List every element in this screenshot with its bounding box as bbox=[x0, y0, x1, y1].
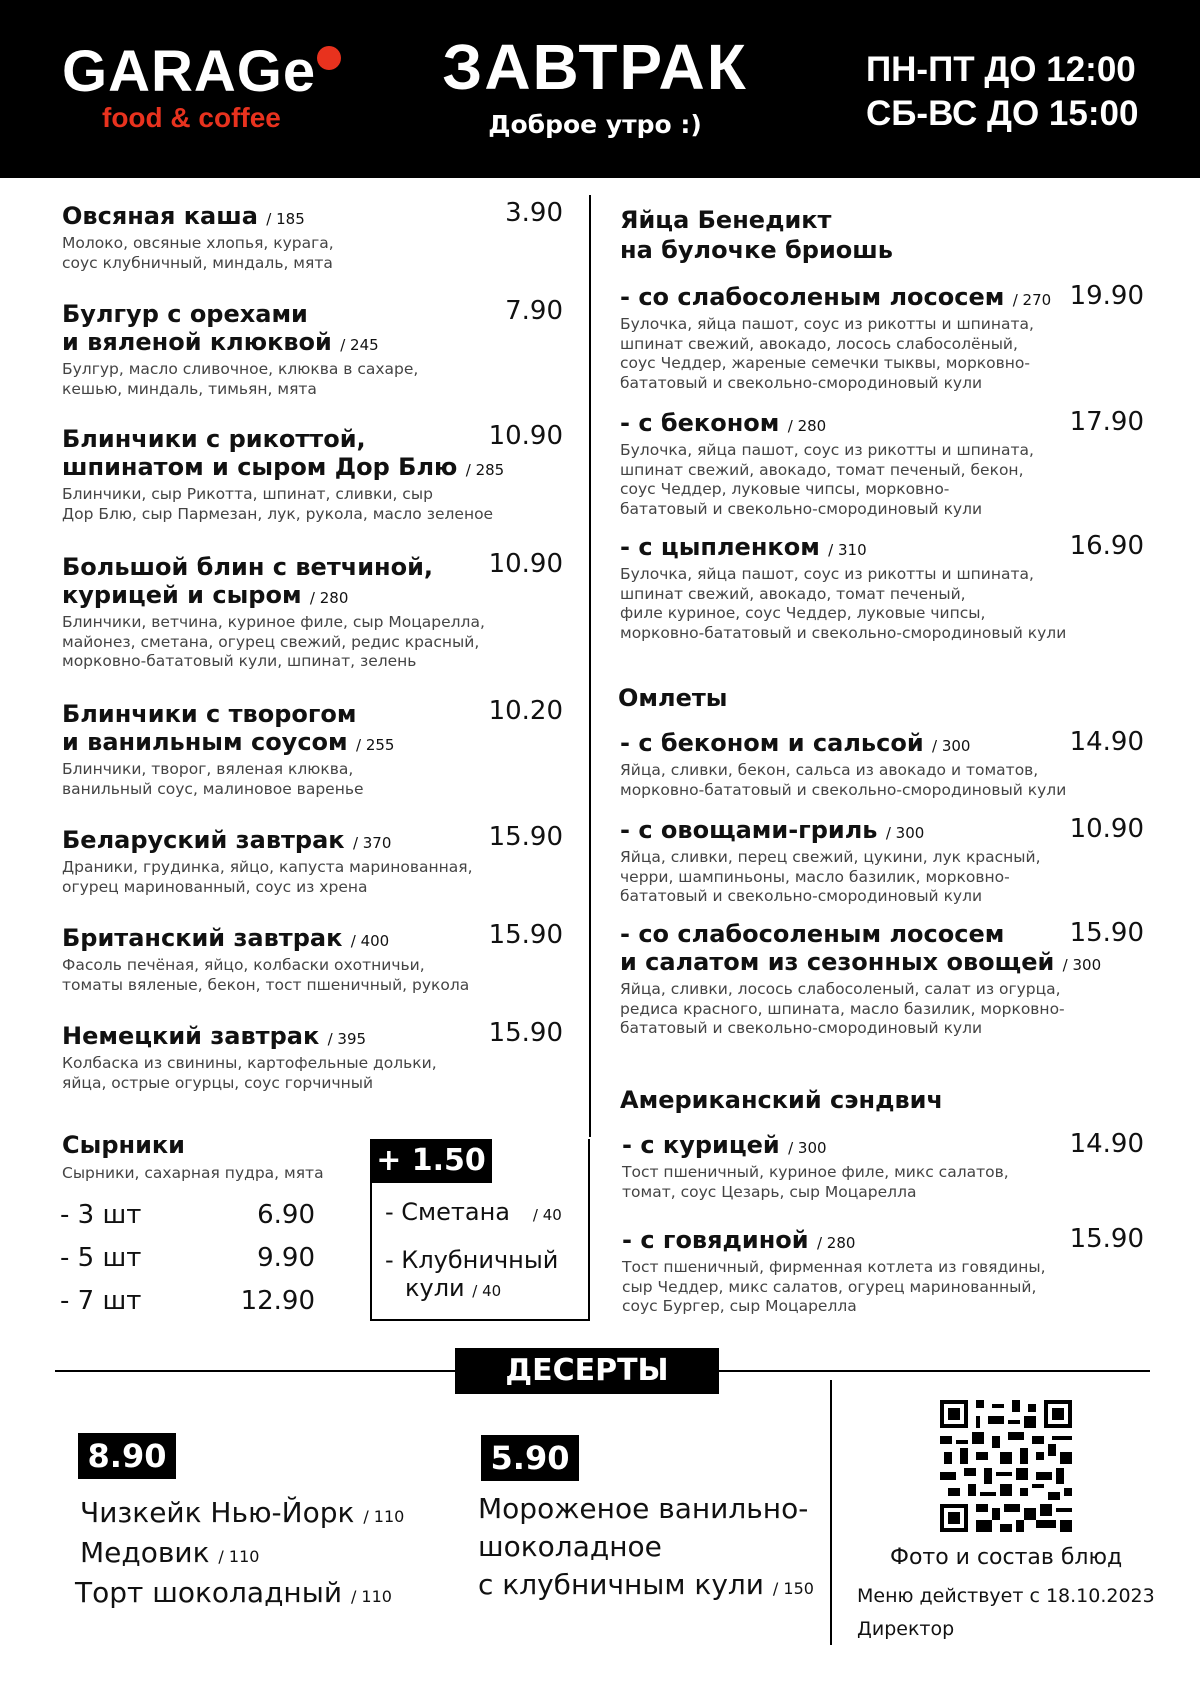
menu-item-name-text: - с говядиной bbox=[622, 1226, 809, 1254]
menu-item-description-line: морковно-бататовый кули, шпинат, зелень bbox=[62, 652, 417, 670]
menu-item-description-line: Тост пшеничный, фирменная котлета из говядины, bbox=[622, 1258, 1046, 1276]
logo-dot-icon bbox=[317, 46, 341, 70]
menu-item-name bbox=[62, 553, 485, 612]
menu-item-description-line: бататовый и свекольно-смородиновый кули bbox=[620, 1019, 983, 1037]
menu-item-name-text: Немецкий завтрак bbox=[62, 1022, 320, 1050]
menu-item-description-line: кешью, миндаль, тимьян, мята bbox=[62, 379, 317, 398]
header bbox=[0, 0, 1200, 178]
menu-item-name bbox=[62, 826, 473, 857]
menu-item-weight: / 270 bbox=[1012, 291, 1052, 309]
menu-item-name bbox=[62, 1022, 437, 1053]
menu-item-weight: / 370 bbox=[352, 834, 392, 852]
menu-item bbox=[62, 553, 485, 672]
menu-item-name-line bbox=[62, 553, 485, 581]
menu-item-description-line: томат, соус Цезарь, сыр Моцарелла bbox=[622, 1182, 917, 1201]
menu-item-description-line: огурец маринованный, соус из хрена bbox=[62, 877, 368, 896]
menu-item-weight: / 300 bbox=[885, 824, 925, 842]
menu-item-name-line bbox=[62, 826, 473, 857]
menu-item-description bbox=[620, 315, 1051, 393]
menu-item-name-line bbox=[620, 816, 1041, 847]
menu-item-description-line: морковно-бататовый и свекольно-смородиновый кули bbox=[620, 780, 1067, 799]
menu-item-price: 17.90 bbox=[1069, 407, 1144, 437]
menu-item-price: 14.90 bbox=[1069, 1129, 1144, 1159]
footer-divider bbox=[830, 1380, 832, 1645]
menu-item-name bbox=[62, 425, 504, 484]
syrniki-price: 6.90 bbox=[257, 1200, 315, 1230]
addon-price: + 1.50 bbox=[370, 1139, 492, 1183]
menu-item-description bbox=[622, 1163, 1009, 1202]
dessert-price-1: 8.90 bbox=[78, 1433, 176, 1479]
menu-item-description-line: Блинчики, ветчина, куриное филе, сыр Моцарелла, bbox=[62, 613, 485, 631]
menu-item-description-line: Булгур, масло сливочное, клюква в сахаре, bbox=[62, 360, 419, 378]
menu-item-description-line: Яйца, сливки, бекон, сальса из авокадо и томатов, bbox=[620, 761, 1039, 779]
menu-item-name bbox=[62, 202, 334, 233]
menu-item-description bbox=[622, 1258, 1046, 1317]
menu-item-name-text: Овсяная каша bbox=[62, 202, 258, 230]
dessert-icecream: Мороженое ванильно- шоколадное с клубничным кули / 150 bbox=[478, 1492, 814, 1601]
page-subtitle: Доброе утро :) bbox=[488, 110, 702, 139]
menu-item-price: 10.90 bbox=[488, 421, 563, 451]
hours-weekdays: ПН-ПТ ДО 12:00 bbox=[866, 50, 1136, 89]
addon-item-sour-cream: - Сметана / 40 bbox=[385, 1198, 562, 1226]
menu-item-price: 19.90 bbox=[1069, 281, 1144, 311]
menu-item-price: 15.90 bbox=[488, 920, 563, 950]
menu-item-description-line: майонез, сметана, огурец свежий, редис красный, bbox=[62, 632, 480, 651]
menu-item-name bbox=[622, 1131, 1009, 1162]
menu-item bbox=[620, 816, 1041, 907]
menu-item-name bbox=[620, 816, 1041, 847]
menu-item-price: 10.90 bbox=[1069, 814, 1144, 844]
dessert-price-2: 5.90 bbox=[481, 1435, 579, 1481]
menu-item bbox=[62, 826, 473, 897]
menu-item-price: 15.90 bbox=[488, 822, 563, 852]
menu-item bbox=[620, 283, 1051, 393]
menu-item-description-line: Драники, грудинка, яйцо, капуста маринованная, bbox=[62, 858, 473, 876]
menu-item-description bbox=[62, 360, 418, 399]
menu-item-name-text: курицей и сыром bbox=[62, 581, 302, 609]
menu-item-description-line: бататовый и свекольно-смородиновый кули bbox=[620, 373, 983, 392]
menu-item-name bbox=[620, 409, 1034, 440]
menu-item-description-line: шпинат свежий, авокадо, лосось слабосолёный, bbox=[620, 334, 1018, 353]
syrniki-price: 12.90 bbox=[240, 1286, 315, 1316]
menu-item-name-line bbox=[62, 924, 469, 955]
menu-item-name-line bbox=[620, 729, 1066, 760]
menu-item-description-line: ванильный соус, малиновое варенье bbox=[62, 779, 364, 798]
menu-item-name bbox=[622, 1226, 1046, 1257]
menu-item-name-text: Булгур с орехами bbox=[62, 300, 308, 328]
menu-item-description bbox=[620, 761, 1066, 800]
desserts-title: ДЕСЕРТЫ bbox=[455, 1348, 719, 1394]
menu-item-name bbox=[62, 700, 394, 759]
menu-item-description-line: томаты вяленые, бекон, тост пшеничный, рукола bbox=[62, 975, 470, 994]
menu-item-description-line: соус Чеддер, луковые чипсы, морковно- bbox=[620, 480, 950, 498]
sandwich-title: Американский сэндвич bbox=[620, 1086, 943, 1114]
menu-item-description bbox=[62, 485, 504, 524]
menu-item-price: 15.90 bbox=[1069, 918, 1144, 948]
menu-item-weight: / 300 bbox=[1062, 956, 1102, 974]
dessert-item-weight: / 110 bbox=[350, 1587, 392, 1606]
menu-item-description bbox=[62, 613, 485, 672]
menu-item-description-line: редиса красного, шпината, масло базилик, морковно- bbox=[620, 999, 1065, 1018]
syrniki-qty: - 5 шт bbox=[60, 1243, 142, 1273]
menu-item-name-text: - с курицей bbox=[622, 1131, 780, 1159]
menu-item-price: 10.20 bbox=[488, 696, 563, 726]
menu-item-weight: / 255 bbox=[356, 736, 395, 754]
menu-item-description-line: морковно-бататовый и свекольно-смородиновый кули bbox=[620, 623, 1067, 642]
menu-item-name bbox=[620, 729, 1066, 760]
qr-code-icon[interactable] bbox=[940, 1400, 1072, 1532]
addon-item-strawberry-coulis: - Клубничный кули / 40 bbox=[385, 1246, 559, 1302]
menu-item-name bbox=[620, 283, 1051, 314]
column-divider bbox=[589, 195, 591, 1137]
page-title: ЗАВТРАК bbox=[442, 31, 748, 103]
menu-item-name-line bbox=[62, 700, 394, 728]
menu-item-weight: / 285 bbox=[465, 461, 505, 479]
menu-item-description bbox=[62, 858, 473, 897]
syrniki-qty: - 3 шт bbox=[60, 1200, 142, 1230]
menu-item-name-text: - с цыпленком bbox=[620, 533, 820, 561]
syrniki-title: Сырники bbox=[62, 1131, 185, 1159]
menu-item-name-line bbox=[620, 409, 1034, 440]
menu-item bbox=[62, 202, 334, 273]
menu-item-name-text: - со слабосоленым лососем bbox=[620, 283, 1005, 311]
menu-item-description-line: Блинчики, сыр Рикотта, шпинат, сливки, сыр bbox=[62, 485, 433, 503]
menu-item-description-line: филе куриное, соус Чеддер, луковые чипсы, bbox=[620, 604, 986, 622]
menu-item-description-line: Булочка, яйца пашот, соус из рикотты и шпината, bbox=[620, 441, 1034, 459]
menu-item bbox=[620, 729, 1066, 800]
menu-item-description-line: шпинат свежий, авокадо, томат печеный, бекон, bbox=[620, 460, 1024, 479]
menu-item-name bbox=[62, 924, 469, 955]
menu-item-price: 14.90 bbox=[1069, 727, 1144, 757]
menu-item-description-line: бататовый и свекольно-смородиновый кули bbox=[620, 887, 983, 905]
menu-item bbox=[620, 409, 1034, 519]
menu-item-weight: / 395 bbox=[327, 1030, 367, 1048]
menu-item-description-line: черри, шампиньоны, масло базилик, морковно- bbox=[620, 867, 1010, 886]
menu-item-name-line bbox=[62, 202, 334, 233]
menu-item-weight: / 400 bbox=[350, 932, 390, 950]
menu-item-description-line: Булочка, яйца пашот, соус из рикотты и шпината, bbox=[620, 315, 1034, 333]
menu-item-description-line: соус Чеддер, жареные семечки тыквы, морковно- bbox=[620, 354, 1030, 372]
menu-item-description bbox=[620, 980, 1101, 1039]
logo-subtitle: food & coffee bbox=[102, 102, 281, 133]
menu-item bbox=[62, 924, 469, 995]
menu-item-description-line: Блинчики, творог, вяленая клюква, bbox=[62, 760, 354, 778]
menu-item-description-line: Яйца, сливки, перец свежий, цукини, лук красный, bbox=[620, 848, 1041, 866]
menu-item bbox=[62, 300, 418, 399]
hours-weekend: СБ-ВС ДО 15:00 bbox=[866, 94, 1139, 133]
menu-item-weight: / 280 bbox=[787, 417, 827, 435]
photo-composition-text: Фото и состав блюд bbox=[890, 1545, 1123, 1570]
menu-item-description bbox=[620, 565, 1066, 643]
menu-item-price: 15.90 bbox=[488, 1018, 563, 1048]
menu-item-price: 15.90 bbox=[1069, 1224, 1144, 1254]
dessert-item-weight: / 110 bbox=[363, 1507, 405, 1526]
menu-item-name-text: - с беконом и сальсой bbox=[620, 729, 924, 757]
menu-item-name-text: Большой блин с ветчиной, bbox=[62, 553, 434, 581]
menu-item-weight: / 185 bbox=[266, 210, 305, 228]
menu-item bbox=[622, 1226, 1046, 1317]
menu-item-description-line: Тост пшеничный, куриное филе, микс салатов, bbox=[622, 1163, 1009, 1181]
menu-item-description-line: Дор Блю, сыр Пармезан, лук, рукола, масло зеленое bbox=[62, 504, 494, 523]
menu-valid-text: Меню действует с 18.10.2023 bbox=[857, 1585, 1155, 1607]
menu-item-name-text: и салатом из сезонных овощей bbox=[620, 948, 1055, 976]
dessert-item bbox=[80, 1534, 259, 1576]
menu-item-name-line bbox=[62, 728, 394, 759]
menu-item-name-line bbox=[62, 328, 418, 359]
menu-item-description-line: Яйца, сливки, лосось слабосоленый, салат из огурца, bbox=[620, 980, 1061, 998]
syrniki-price: 9.90 bbox=[257, 1243, 315, 1273]
dessert-item-name: Медовик bbox=[80, 1536, 210, 1569]
menu-item-description-line: бататовый и свекольно-смородиновый кули bbox=[620, 499, 983, 518]
benedict-title: Яйца Бенедикт на булочке бриошь bbox=[620, 206, 893, 264]
menu-item-price: 7.90 bbox=[505, 296, 563, 326]
menu-item-description-line: Колбаска из свинины, картофельные дольки, bbox=[62, 1054, 437, 1072]
syrniki-qty: - 7 шт bbox=[60, 1286, 142, 1316]
menu-item-weight: / 300 bbox=[788, 1139, 827, 1157]
menu-item-weight: / 245 bbox=[340, 336, 379, 354]
opening-hours bbox=[866, 48, 1138, 136]
menu-item-description-line: Молоко, овсяные хлопья, курага, bbox=[62, 234, 334, 252]
syrniki-desc: Сырники, сахарная пудра, мята bbox=[62, 1164, 324, 1182]
menu-item-description bbox=[62, 956, 469, 995]
menu-item-name bbox=[620, 533, 1066, 564]
menu-item-name-text: - со слабосоленым лососем bbox=[620, 920, 1005, 948]
menu-item-name-line bbox=[62, 453, 504, 484]
omelets-title: Омлеты bbox=[618, 684, 728, 712]
menu-item-name-line bbox=[620, 283, 1051, 314]
menu-item-name-line bbox=[620, 948, 1101, 979]
menu-item-weight: / 300 bbox=[932, 737, 971, 755]
menu-item-name-text: Блинчики с рикоттой, bbox=[62, 425, 366, 453]
menu-item-name-line bbox=[62, 581, 485, 612]
menu-item-name-line bbox=[620, 533, 1066, 564]
menu-item bbox=[622, 1131, 1009, 1202]
menu-item-name-text: - с овощами-гриль bbox=[620, 816, 878, 844]
menu-item-name-line bbox=[62, 1022, 437, 1053]
dessert-item-weight: / 110 bbox=[218, 1547, 260, 1566]
menu-item-description-line: яйца, острые огурцы, соус горчичный bbox=[62, 1073, 374, 1092]
menu-item-description-line: шпинат свежий, авокадо, томат печеный, bbox=[620, 584, 966, 603]
menu-item-name-line bbox=[622, 1226, 1046, 1257]
menu-item-price: 16.90 bbox=[1069, 531, 1144, 561]
menu-item bbox=[62, 700, 394, 799]
menu-item-name-text: Беларуский завтрак bbox=[62, 826, 345, 854]
menu-item-price: 3.90 bbox=[505, 198, 563, 228]
menu-item-description-line: соус клубничный, миндаль, мята bbox=[62, 253, 333, 272]
menu-item-name-text: и ванильным соусом bbox=[62, 728, 348, 756]
menu-item-description-line: Булочка, яйца пашот, соус из рикотты и шпината, bbox=[620, 565, 1034, 583]
dessert-item-name: Чизкейк Нью-Йорк bbox=[80, 1496, 355, 1529]
menu-item-description-line: соус Бургер, сыр Моцарелла bbox=[622, 1297, 857, 1315]
menu-item-name-text: - с беконом bbox=[620, 409, 780, 437]
menu-item-weight: / 280 bbox=[309, 589, 349, 607]
menu-item-name-text: Британский завтрак bbox=[62, 924, 343, 952]
menu-item-description bbox=[620, 441, 1034, 519]
menu-item-weight: / 310 bbox=[828, 541, 867, 559]
dessert-item bbox=[80, 1494, 404, 1536]
dessert-item-name: Торт шоколадный bbox=[75, 1576, 343, 1609]
menu-item-name-text: шпинатом и сыром Дор Блю bbox=[62, 453, 458, 481]
menu-item-description-line: сыр Чеддер, микс салатов, огурец маринованный, bbox=[622, 1277, 1037, 1296]
menu-item-weight: / 280 bbox=[816, 1234, 856, 1252]
menu-item bbox=[62, 425, 504, 524]
menu-item-name-line bbox=[62, 425, 504, 453]
menu-item-name-line bbox=[622, 1131, 1009, 1162]
menu-item-description bbox=[62, 1054, 437, 1093]
director-text: Директор bbox=[857, 1618, 955, 1640]
menu-item-description bbox=[62, 760, 394, 799]
menu-item-description-line: Фасоль печёная, яйцо, колбаски охотничьи, bbox=[62, 956, 425, 974]
menu-item-price: 10.90 bbox=[488, 549, 563, 579]
dessert-item bbox=[75, 1574, 392, 1616]
menu-item bbox=[620, 533, 1066, 643]
logo: GARAGe bbox=[62, 39, 317, 104]
menu-item-name-line bbox=[62, 300, 418, 328]
menu-item-name-text: и вяленой клюквой bbox=[62, 328, 332, 356]
menu-item-description bbox=[620, 848, 1041, 907]
menu-item-description bbox=[62, 234, 334, 273]
menu-item bbox=[62, 1022, 437, 1093]
menu-item-name-text: Блинчики с творогом bbox=[62, 700, 357, 728]
menu-item-name bbox=[62, 300, 418, 359]
